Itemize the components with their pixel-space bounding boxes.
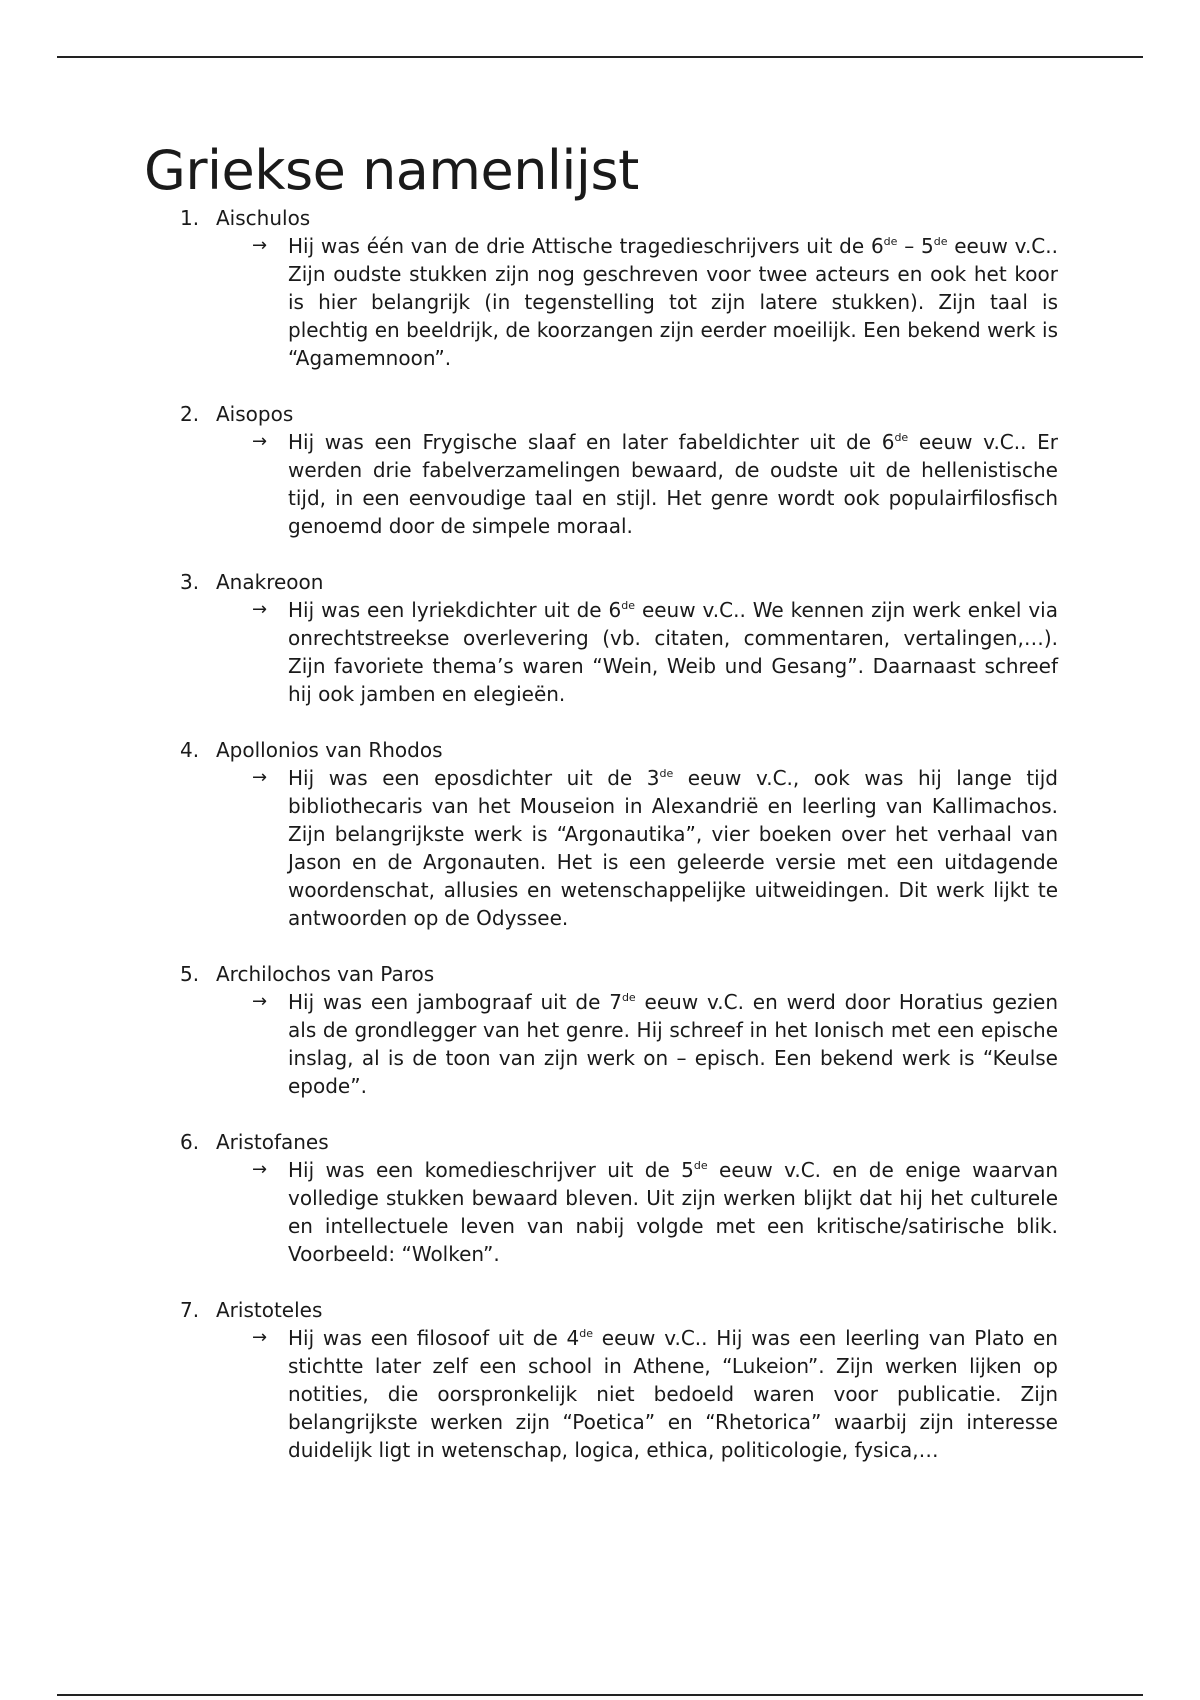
arrow-icon: →: [252, 991, 268, 1012]
arrow-icon: →: [252, 1327, 268, 1348]
entry-number: 3.: [180, 570, 200, 594]
ordinal-suffix: de: [693, 1159, 708, 1172]
text-run: Hij was een filosoof uit de 4: [288, 1326, 580, 1350]
entry-description: [144, 1324, 1058, 1464]
text-run: eeuw v.C. en werd door Horatius gezien als de grondlegger van het genre. Hij schreef in het Ionisch met een epische inslag, al is de toon van zijn werk on – episch. Een bekend werk is “Keulse epode”.: [288, 990, 1058, 1098]
entry-number: 2.: [180, 402, 200, 426]
list-item: [144, 960, 1058, 1100]
entry-description: [144, 988, 1058, 1100]
footer-rule: [57, 1694, 1143, 1696]
arrow-icon: →: [252, 1159, 268, 1180]
entry-heading: [144, 960, 1058, 988]
text-run: eeuw v.C. en de enige waarvan volledige stukken bewaard bleven. Uit zijn werken blijkt dat hij het culturele en intellectuele leven van nabij volgde met een kritische/satirische blik. Voorbeeld: “Wolken”.: [288, 1158, 1058, 1266]
text-run: eeuw v.C.. We kennen zijn werk enkel via onrechtstreekse overlevering (vb. citaten, commentaren, vertalingen,…). Zijn favoriete thema’s waren “Wein, Weib und Gesang”. Daarnaast schreef hij ook jamben en elegieën.: [288, 598, 1058, 706]
document-body: [144, 138, 1058, 1464]
text-run: eeuw v.C.. Zijn oudste stukken zijn nog geschreven voor twee acteurs en ook het koor is hier belangrijk (in tegenstelling tot zijn latere stukken). Zijn taal is plechtig en beeldrijk, de koorzangen zijn eerder moeilijk. Een bekend werk is “Agamemnoon”.: [288, 234, 1058, 370]
page-title: Griekse namenlijst: [144, 139, 639, 202]
entry-heading: [144, 1128, 1058, 1156]
list-item: [144, 400, 1058, 540]
entry-heading: [144, 400, 1058, 428]
description-text: [288, 1324, 1058, 1464]
list-item: [144, 204, 1058, 372]
ordinal-suffix: de: [621, 599, 635, 612]
text-run: eeuw v.C.. Er werden drie fabelverzamelingen bewaard, de oudste uit de hellenistische tijd, in een eenvoudige taal en stijl. Het genre wordt ook populairfilosfisch genoemd door de simpele moraal.: [288, 430, 1058, 538]
list-item: [144, 1296, 1058, 1464]
ordinal-suffix: de: [933, 235, 948, 248]
list-item: [144, 568, 1058, 708]
description-text: [288, 596, 1058, 708]
text-run: Hij was een Frygische slaaf en later fabeldichter uit de 6: [288, 430, 895, 454]
ordinal-suffix: de: [621, 991, 636, 1004]
ordinal-suffix: de: [579, 1327, 593, 1340]
entry-name: Aischulos: [216, 206, 311, 230]
entry-number: 7.: [180, 1298, 200, 1322]
entry-heading: [144, 568, 1058, 596]
entry-description: [144, 428, 1058, 540]
entry-number: 6.: [180, 1130, 200, 1154]
entry-description: [144, 596, 1058, 708]
description-text: [288, 428, 1058, 540]
text-run: eeuw v.C., ook was hij lange tijd bibliothecaris van het Mouseion in Alexandrië en leerling van Kallimachos. Zijn belangrijkste werk is “Argonautika”, vier boeken over het verhaal van Jason en de Argonauten. Het is een geleerde versie met een uitdagende woordenschat, allusies en wetenschappelijke uitweidingen. Dit werk lijkt te antwoorden op de Odyssee.: [288, 766, 1058, 930]
text-run: Hij was een komedieschrijver uit de 5: [288, 1158, 694, 1182]
text-run: Hij was een lyriekdichter uit de 6: [288, 598, 622, 622]
ordinal-suffix: de: [894, 431, 909, 444]
description-text: [288, 764, 1058, 932]
header-rule: [57, 56, 1143, 58]
text-run: Hij was een jambograaf uit de 7: [288, 990, 622, 1014]
list-item: [144, 736, 1058, 932]
entry-description: [144, 1156, 1058, 1268]
entry-name: Aristofanes: [216, 1130, 329, 1154]
ordinal-suffix: de: [883, 235, 898, 248]
entry-name: Archilochos van Paros: [216, 962, 435, 986]
entry-number: 4.: [180, 738, 200, 762]
entry-name: Aristoteles: [216, 1298, 323, 1322]
ordinal-suffix: de: [659, 767, 674, 780]
text-run: Hij was één van de drie Attische tragedieschrijvers uit de 6: [288, 234, 884, 258]
entry-name: Apollonios van Rhodos: [216, 738, 443, 762]
arrow-icon: →: [252, 767, 268, 788]
entry-description: [144, 764, 1058, 932]
text-run: Hij was een eposdichter uit de 3: [288, 766, 660, 790]
arrow-icon: →: [252, 599, 268, 620]
entry-number: 5.: [180, 962, 200, 986]
arrow-icon: →: [252, 431, 268, 452]
description-text: [288, 232, 1058, 372]
entry-heading: [144, 204, 1058, 232]
entry-heading: [144, 1296, 1058, 1324]
entry-description: [144, 232, 1058, 372]
entry-name: Anakreoon: [216, 570, 324, 594]
description-text: [288, 988, 1058, 1100]
description-text: [288, 1156, 1058, 1268]
name-list: [144, 204, 1058, 1464]
arrow-icon: →: [252, 235, 268, 256]
entry-number: 1.: [180, 206, 200, 230]
entry-heading: [144, 736, 1058, 764]
list-item: [144, 1128, 1058, 1268]
text-run: eeuw v.C.. Hij was een leerling van Plato en stichtte later zelf een school in Athene, “Lukeion”. Zijn werken lijken op notities, die oorspronkelijk niet bedoeld waren voor publicatie. Zijn belangrijkste werken zijn “Poetica” en “Rhetorica” waarbij zijn interesse duidelijk ligt in wetenschap, logica, ethica, politicologie, fysica,…: [288, 1326, 1058, 1462]
entry-name: Aisopos: [216, 402, 294, 426]
text-run: – 5: [897, 234, 934, 258]
